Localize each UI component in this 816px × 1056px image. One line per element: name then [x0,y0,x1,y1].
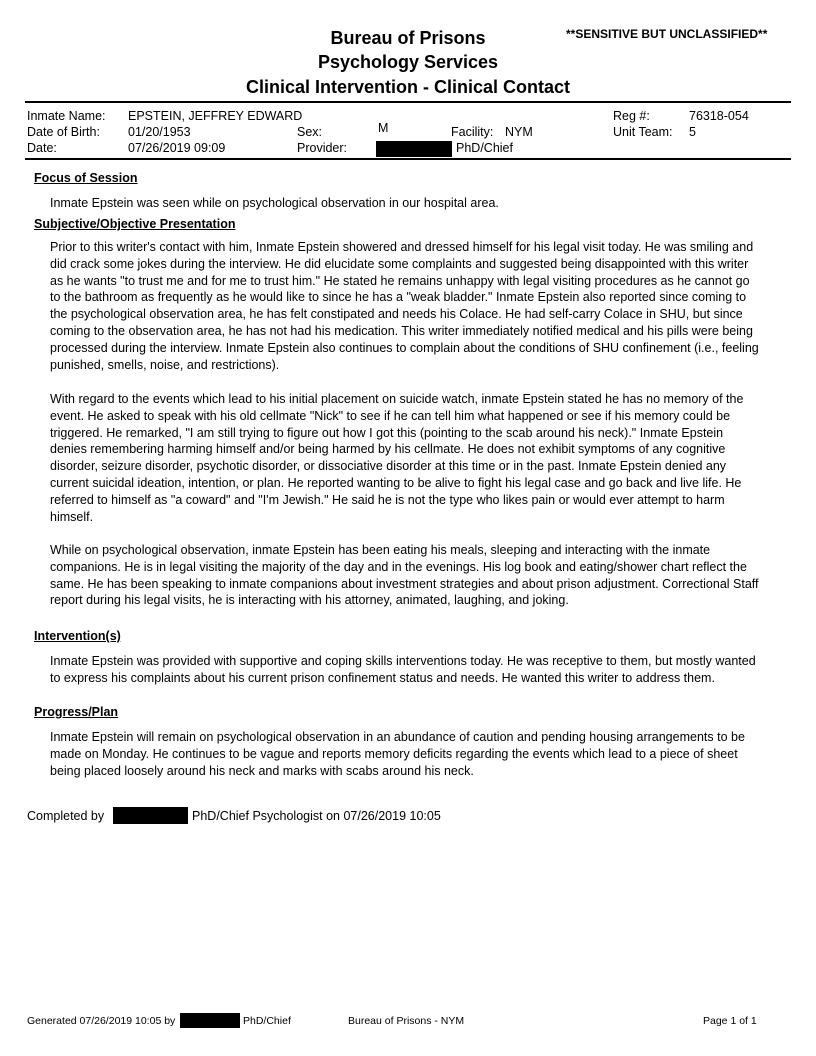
inmate-name: EPSTEIN, JEFFREY EDWARD [128,109,303,123]
focus-text: Inmate Epstein was seen while on psychological observation in our hospital area. [50,196,499,210]
title-line3: Clinical Intervention - Clinical Contact [245,77,571,97]
footer-generated-title: PhD/Chief [243,1015,291,1027]
dob-label: Date of Birth: [27,125,100,139]
completed-by-label: Completed by [27,809,105,823]
facility-label: Facility: [451,125,494,139]
subjective-paragraph-3: While on psychological observation, inmate Epstein has been eating his meals, sleeping and interacting with the inmate companions. He is in legal visiting the majority of the day and in the evenings. His log book and eating/shower chart reflect the same. He has been speaking to inmate companions about investment strategies and about prison adjustment. Correctional Staff report during his legal visits, he is interacting with his attorney, animated, laughing, and joking. [50,543,759,608]
subjective-paragraph-1: Prior to this writer's contact with him, Inmate Epstein showered and dressed himself for his legal visit today. He was smiling and did crack some jokes during the interview. He did elucidate some complaints and suggested being disappointed with this writer as he wants "to trust me and for me to trust him." He stated he remains unhappy with legal visiting procedures as he cannot go to the bathroom as frequently as he would like to since he has a "weak bladder." Inmate Epstein also reported since coming to the psychological observation area, he has felt constipated and needs his Colace. He had self-carry Colace in SHU, but since coming to the observation area, he has not had his medication. This writer immediately notified medical and his pills were being processed during the interview. Inmate Epstein also continues to complain about the conditions of SHU confinement (i.e., feeling punished, smells, noise, and restrictions). [50,240,759,372]
redaction-bar [376,141,452,157]
provider-title: PhD/Chief [456,141,513,155]
intervention-text: Inmate Epstein was provided with supportive and coping skills interventions today. He was receptive to them, but mostly wanted to express his complaints about his current prison confinement status and needs. He wanted this writer to address them. [50,654,756,685]
header-bottom-rule [25,158,791,160]
focus-heading: Focus of Session [34,171,138,185]
date-label: Date: [27,141,57,155]
progress-text: Inmate Epstein will remain on psychological observation in an abundance of caution and pending housing arrangements to be made on Monday. He continues to be vague and reports memory deficits regarding the events which lead to a piece of sheet being placed loosely around his neck and marks with scabs around his neck. [50,730,745,778]
footer-generated: Generated 07/26/2019 10:05 by [27,1015,176,1027]
redaction-bar [180,1013,240,1028]
subjective-paragraph-2: With regard to the events which lead to his initial placement on suicide watch, inmate Epstein stated he has no memory of the event. He asked to speak with his old cellmate "Nick" to see if he can tell him what happened or see if his memory could be triggered. He remarked, "I am still trying to figure out how I got this (pointing to the scab around his neck)." Inmate Epstein denies remembering harming himself and/or being harmed by his cellmate. He does not exhibit symptoms of any cognitive disorder, seizure disorder, psychotic disorder, or dissociative disorder at this time or in the past. Inmate Epstein denied any current suicidal ideation, intention, or plan. He reported wanting to be alive to fight his legal case and go back and live life. He referred to himself as "a coward" and "I'm Jewish." He said he is not the type who likes pain or would ever attempt to harm himself. [50,392,744,524]
sensitivity-marking: **SENSITIVE BUT UNCLASSIFIED** [566,27,768,41]
reg-value: 76318-054 [689,109,749,123]
name-label: Inmate Name: [27,109,106,123]
facility-value: NYM [505,125,533,139]
reg-label: Reg #: [613,109,650,123]
footer-page-number: Page 1 of 1 [703,1015,757,1027]
provider-label: Provider: [297,141,348,155]
header-top-rule [25,101,791,103]
title-line2: Psychology Services [317,52,499,72]
subjective-heading: Subjective/Objective Presentation [34,217,236,231]
unit-label: Unit Team: [613,125,673,139]
intervention-heading: Intervention(s) [34,629,121,643]
sex-label: Sex: [297,125,323,139]
title-line1: Bureau of Prisons [330,28,486,48]
sex-value: M [378,121,389,135]
progress-heading: Progress/Plan [34,705,119,719]
dob-value: 01/20/1953 [128,125,191,139]
unit-value: 5 [689,125,696,139]
date-value: 07/26/2019 09:09 [128,141,226,155]
redaction-bar [113,807,188,824]
footer-location: Bureau of Prisons - NYM [348,1015,465,1027]
completed-by-suffix: PhD/Chief Psychologist on 07/26/2019 10:05 [192,809,441,823]
